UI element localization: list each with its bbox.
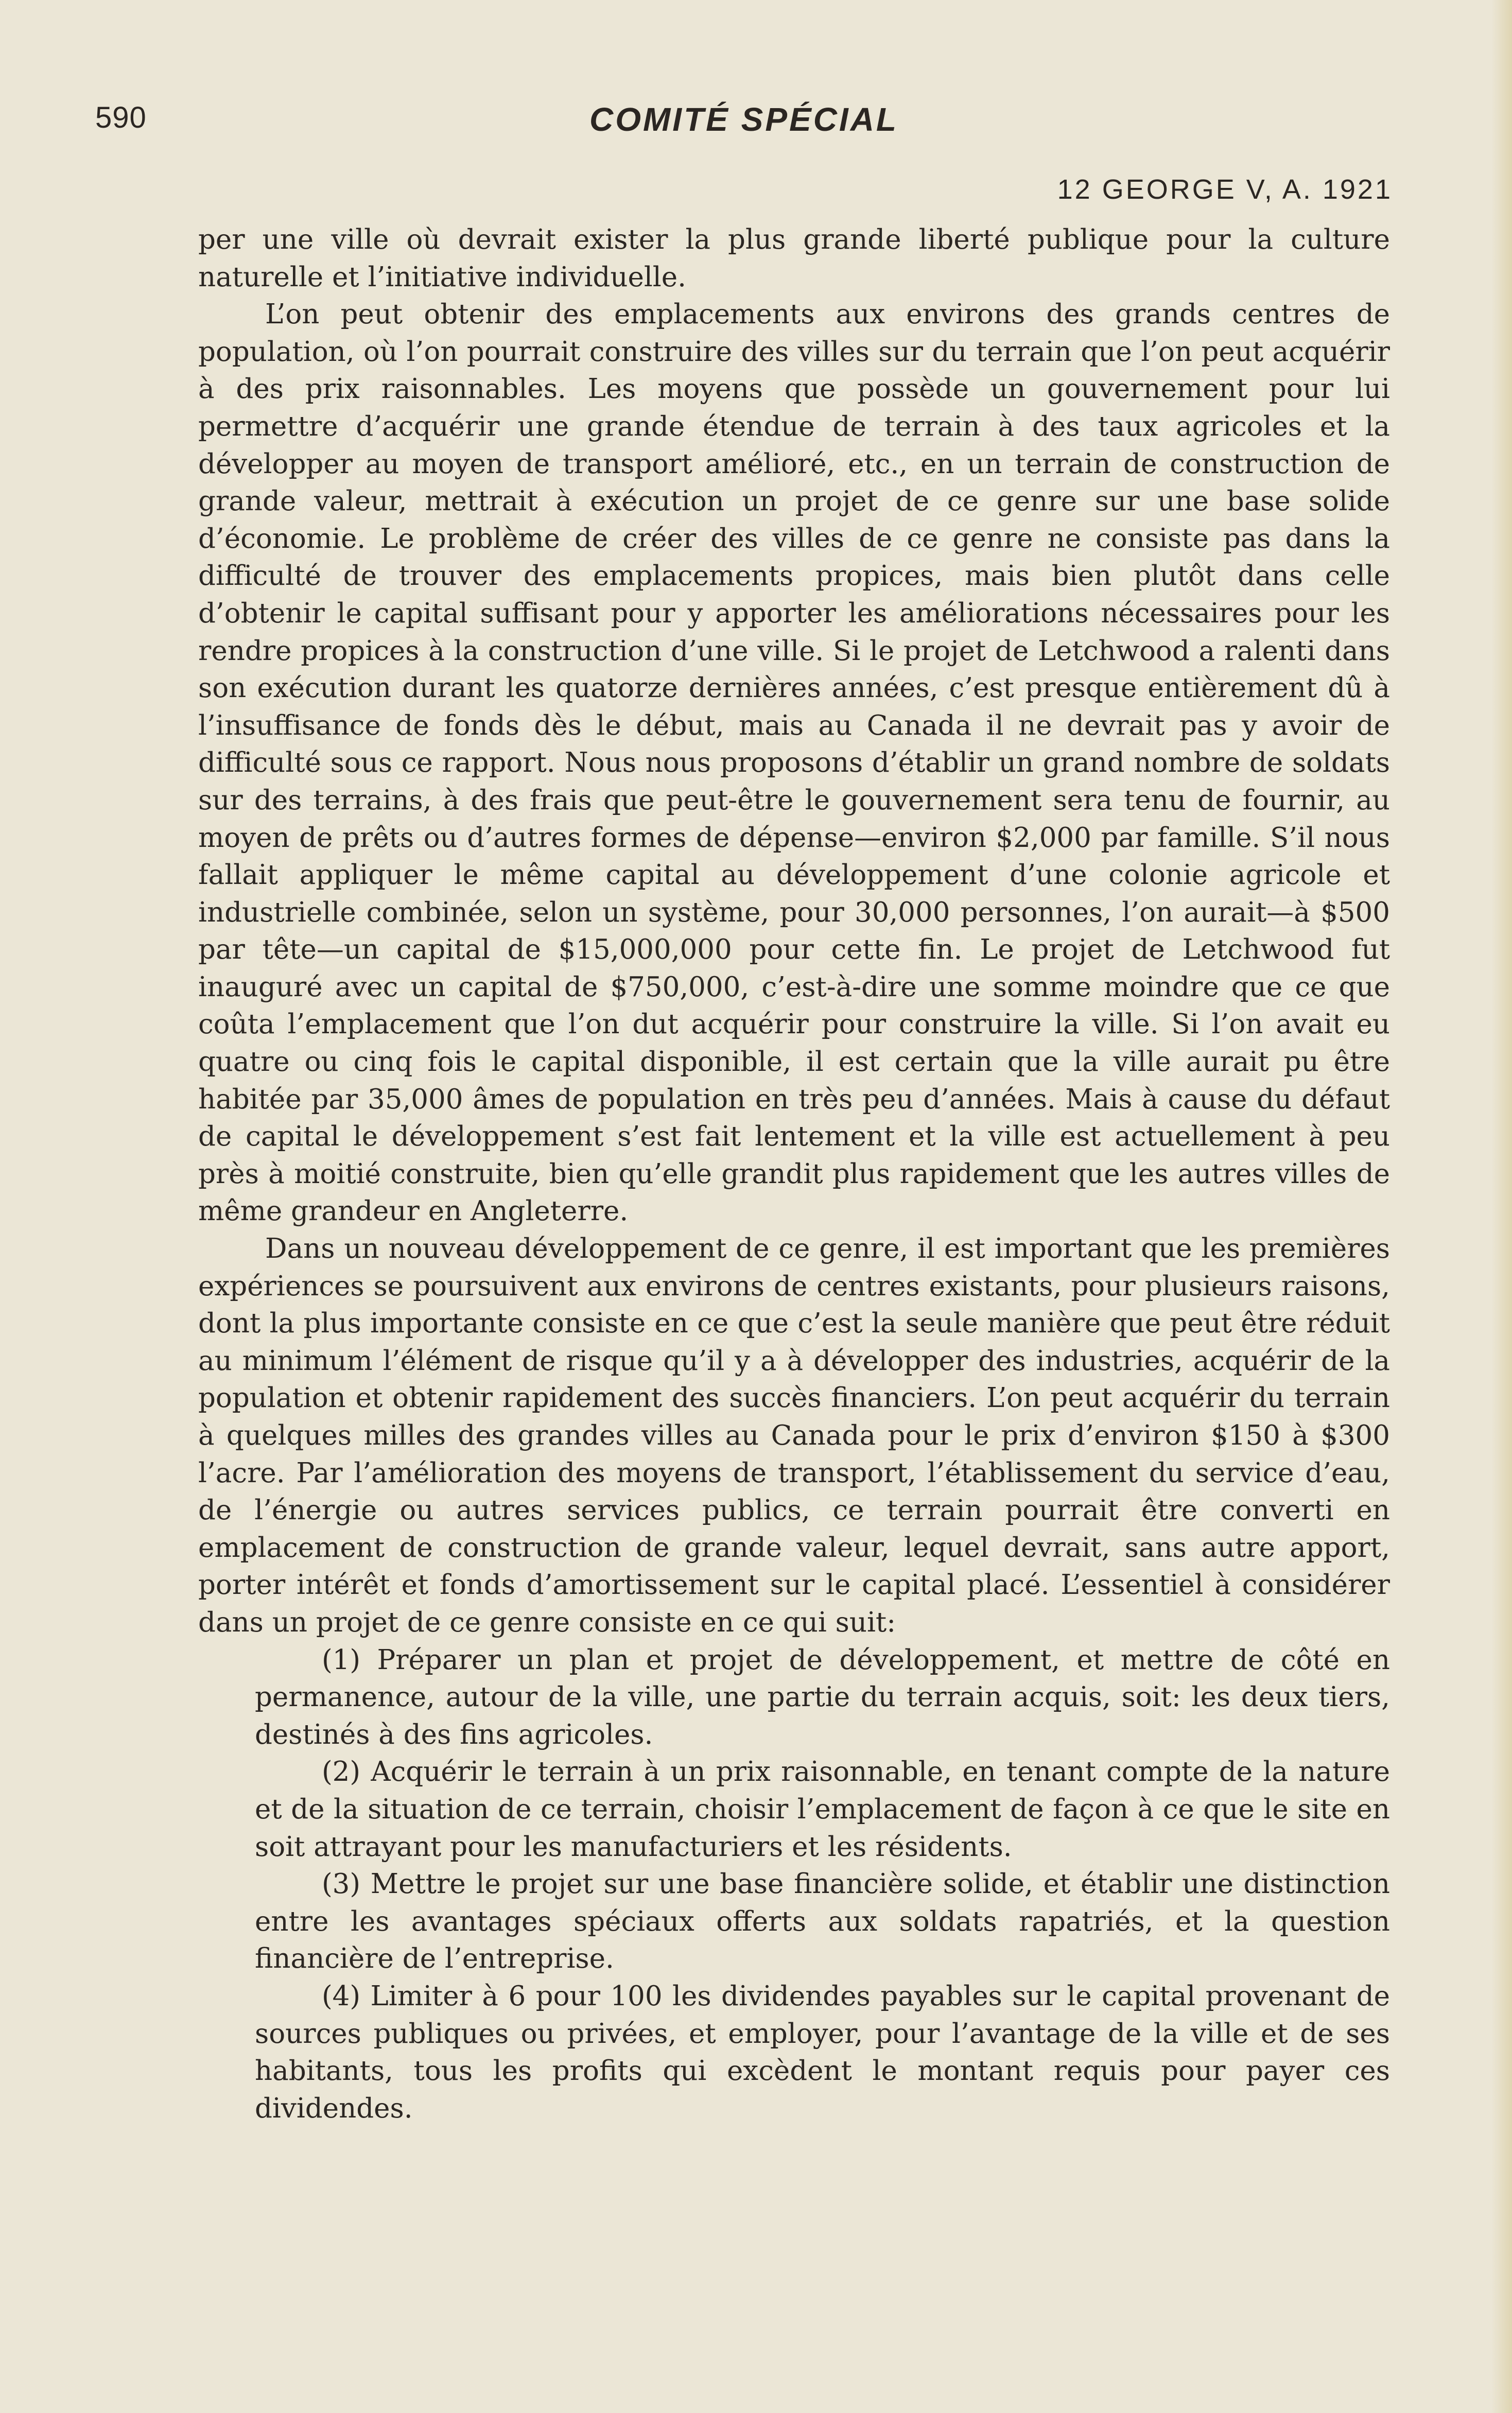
page-header [95, 100, 1393, 142]
numbered-list [198, 1642, 1390, 2128]
paragraph: L’on peut obtenir des emplacements aux environs des grands centres de population, où l’on pourrait construire des villes sur du terrain que l’on peut acquérir à des prix raisonnables. Les moyens que possède un gouvernement pour lui permettre d’acquérir une grande étendue de terrain à des taux agricoles et la développer au moyen de transport amélioré, etc., en un terrain de construction de grande valeur, mettrait à exécution un projet de ce genre sur une base solide d’économie. Le problème de créer des villes de ce genre ne consiste pas dans la difficulté de trouver des emplacements propices, mais bien plutôt dans celle d’obtenir le capital suffisant pour y apporter les améliorations nécessaires pour les rendre propices à la construction d’une ville. Si le projet de Letchwood a ralenti dans son exécution durant les quatorze dernières années, c’est presque entièrement dû à l’insuffisance de fonds dès le début, mais au Canada il ne devrait pas y avoir de difficulté sous ce rapport. Nous nous proposons d’établir un grand nombre de soldats sur des terrains, à des frais que peut-être le gouvernement sera tenu de fournir, au moyen de prêts ou d’autres formes de dépense—environ $2,000 par famille. S’il nous fallait appliquer le même capital au développement d’une colonie agricole et industrielle combinée, selon un système, pour 30,000 personnes, l’on aurait—à $500 par tête—un capital de $15,000,000 pour cette fin. Le projet de Letchwood fut inauguré avec un capital de $750,000, c’est-à-dire une somme moindre que ce que coûta l’emplacement que l’on dut acquérir pour construire la ville. Si l’on avait eu quatre ou cinq fois le capital disponible, il est certain que la ville aurait pu être habitée par 35,000 âmes de population en très peu d’années. Mais à cause du défaut de capital le développement s’est fait lentement et la ville est actuellement à peu près à moitié construite, bien qu’elle grandit plus rapidement que les autres villes de même grandeur en Angleterre. [198, 299, 1390, 1227]
paragraph: Dans un nouveau développement de ce genre, il est important que les premières expériences se poursuivent aux environs de centres existants, pour plusieurs raisons, dont la plus importante consiste en ce que c’est la seule manière que peut être réduit au minimum l’élément de risque qu’il y a à développer des industries, acquérir de la population et obtenir rapidement des succès financiers. L’on peut acquérir du terrain à quelques milles des grandes villes au Canada pour le prix d’environ $150 à $300 l’acre. Par l’amélioration des moyens de transport, l’établissement du service d’eau, de l’énergie ou autres services publics, ce terrain pourrait être converti en emplacement de construction de grande valeur, lequel devrait, sans autre apport, porter intérêt et fonds d’amortissement sur le capital placé. L’essentiel à considérer dans un projet de ce genre consiste en ce qui suit: [198, 1233, 1390, 1638]
page-edge-shadow [1491, 0, 1512, 2413]
body-text [198, 221, 1390, 2127]
paragraph-continuation: per une ville où devrait exister la plus grande liberté publique pour la culture naturelle et l’initiative individuelle. [198, 224, 1390, 293]
page-number: 590 [95, 101, 147, 134]
list-item: (3) Mettre le projet sur une base financière solide, et établir une distinction entre les avantages spéciaux offerts aux soldats rapatriés, et la question financière de l’entreprise. [255, 1868, 1390, 1975]
session-reference: 12 GEORGE V, A. 1921 [1057, 174, 1393, 205]
list-item: (4) Limiter à 6 pour 100 les dividendes payables sur le capital provenant de sources publiques ou privées, et employer, pour l’avantage de la ville et de ses habitants, tous les profits qui excèdent le montant requis pour payer ces dividendes. [255, 1980, 1390, 2124]
list-item: (2) Acquérir le terrain à un prix raisonnable, en tenant compte de la nature et de la situation de ce terrain, choisir l’emplacement de façon à ce que le site en soit attrayant pour les manufacturiers et les résidents. [255, 1756, 1390, 1863]
list-item: (1) Préparer un plan et projet de développement, et mettre de côté en permanence, autour de la ville, une partie du terrain acquis, soit: les deux tiers, destinés à des fins agricoles. [255, 1644, 1390, 1750]
running-title: COMITÉ SPÉCIAL [589, 101, 899, 138]
